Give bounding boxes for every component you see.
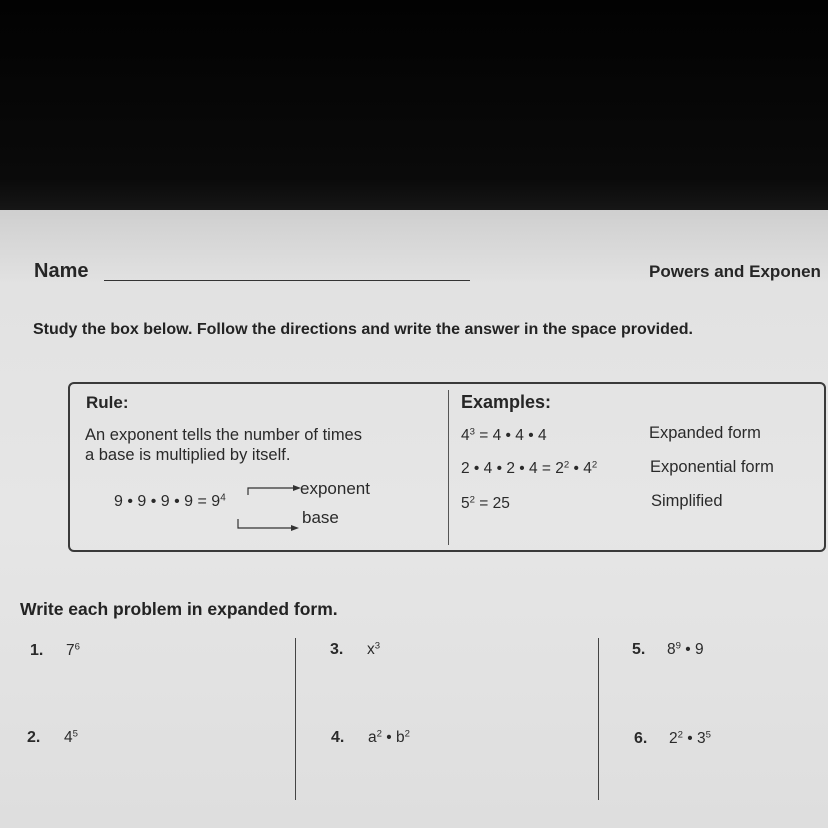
example-expanded-label: Expanded form bbox=[649, 424, 761, 442]
exponent-base-arrows bbox=[230, 482, 302, 534]
exponent-label: exponent bbox=[300, 479, 370, 498]
problem-1-expression: $7^6$ bbox=[66, 641, 80, 659]
problems-heading: Write each problem in expanded form. bbox=[20, 599, 338, 619]
problem-6-expression: $2^2$ • $3^5$ bbox=[669, 729, 711, 747]
base-label: base bbox=[302, 508, 339, 527]
rule-text bbox=[85, 425, 362, 465]
worksheet-title: Powers and Exponen bbox=[649, 262, 821, 281]
examples-heading: Examples: bbox=[461, 392, 552, 412]
name-label: Name bbox=[34, 260, 89, 282]
problem-1-number: 1. bbox=[30, 642, 44, 659]
problem-2-number: 2. bbox=[27, 729, 41, 746]
rule-example-exponent: 4 bbox=[220, 492, 226, 504]
name-answer-line bbox=[104, 280, 470, 281]
problem-2-expression: $4^5$ bbox=[64, 728, 78, 746]
example-exponential-label: Exponential form bbox=[650, 458, 774, 476]
rule-line-1: An exponent tells the number of times bbox=[85, 426, 362, 444]
worksheet-page bbox=[0, 210, 828, 828]
problem-6-number: 6. bbox=[634, 730, 648, 747]
example-simplified-equation: $5^2 = 25$ bbox=[461, 494, 510, 512]
example-expanded-equation: $4^3 = 4$ • 4 • 4 bbox=[461, 426, 547, 444]
rule-box-divider bbox=[448, 390, 449, 545]
instructions-text: Study the box below. Follow the directions and write the answer in the space provided. bbox=[33, 321, 693, 338]
rule-heading: Rule: bbox=[86, 393, 129, 412]
example-simplified-label: Simplified bbox=[651, 492, 723, 510]
rule-example-equation: 9 • 9 • 9 • $9 = 9^4$ bbox=[114, 492, 226, 510]
problem-4-number: 4. bbox=[331, 729, 345, 746]
problem-5-number: 5. bbox=[632, 641, 646, 658]
column-divider-1 bbox=[295, 638, 296, 800]
background-shadow bbox=[0, 0, 828, 210]
example-exponential-equation: 2 • 4 • 2 • $4 = 2^2$ • $4^2$ bbox=[461, 459, 598, 477]
problem-3-number: 3. bbox=[330, 641, 344, 658]
column-divider-2 bbox=[598, 638, 599, 800]
problem-3-expression: $x^3$ bbox=[367, 640, 381, 658]
rule-line-2: a base is multiplied by itself. bbox=[85, 446, 291, 464]
problem-4-expression: $a^2$ • $b^2$ bbox=[368, 728, 410, 746]
problem-5-expression: $8^9$ • 9 bbox=[667, 640, 704, 658]
